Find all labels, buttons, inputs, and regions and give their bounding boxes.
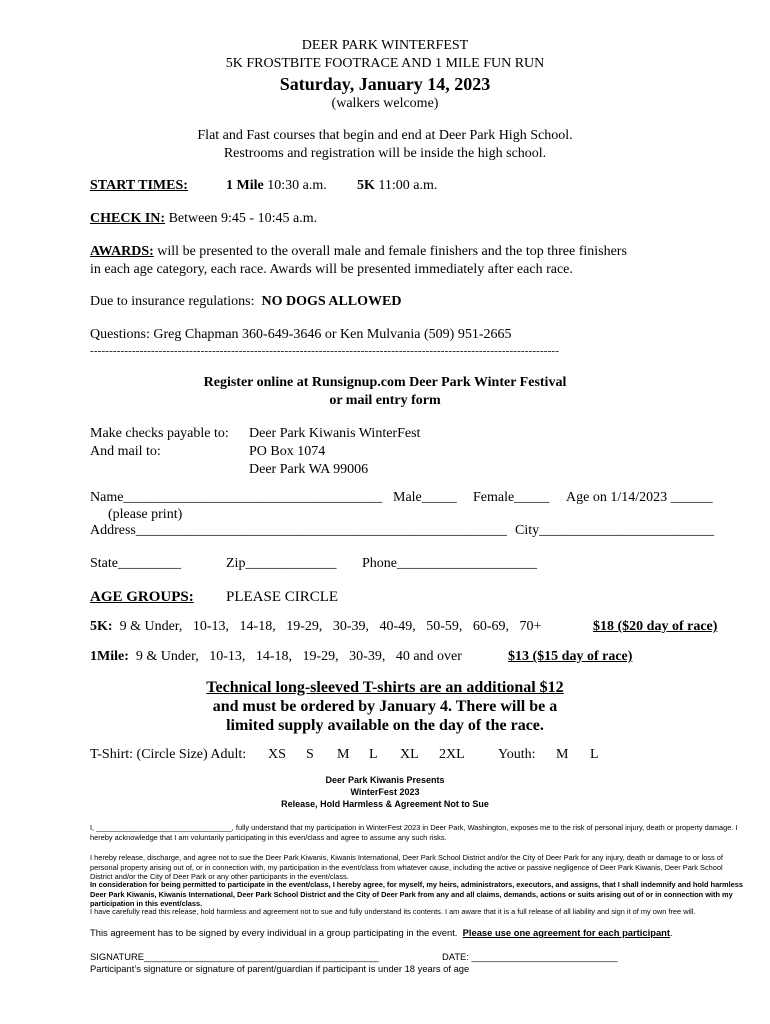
print-note: (please print) bbox=[108, 507, 183, 522]
start-times-label: START TIMES: bbox=[90, 178, 188, 193]
name-field[interactable]: Name_____________________________________ bbox=[90, 490, 383, 505]
phone-field[interactable]: Phone____________________ bbox=[362, 556, 537, 571]
fivek-price: $18 ($20 day of race) bbox=[593, 619, 718, 634]
course-description: Flat and Fast courses that begin and end at Deer Park High School. bbox=[197, 128, 573, 143]
mile-groups-label: 1Mile: bbox=[90, 649, 129, 664]
checks-payable-value: Deer Park Kiwanis WinterFest bbox=[249, 426, 421, 441]
tshirt-line-2: and must be ordered by January 4. There will be a bbox=[212, 698, 558, 715]
register-online: Register online at Runsignup.com Deer Park Winter Festival bbox=[203, 375, 567, 390]
checks-payable-label: Make checks payable to: bbox=[90, 426, 229, 441]
fivek-label: 5K bbox=[357, 178, 375, 193]
city-field[interactable]: City_________________________ bbox=[515, 523, 715, 538]
release-paragraph-2: I hereby release, discharge, and agree not to sue the Deer Park Kiwanis, Kiwanis International, Deer Park School District and/or the City of Deer Park for any injury, death or damage to or loss of personal property arising out of, or in connection with, my participation in the event/class from whatever cause, including the active or passive negligence of Deer Park Kiwanis, Deer Park School District and/or the City of Deer Park or any other participants in the event/class. bbox=[90, 853, 723, 882]
age-field[interactable]: Age on 1/14/2023 ______ bbox=[566, 490, 713, 505]
insurance-note bbox=[90, 294, 401, 310]
youth-label: Youth: bbox=[498, 747, 536, 762]
tshirt-line-3: limited supply available on the day of the race. bbox=[226, 717, 544, 734]
size-2xl[interactable]: 2XL bbox=[439, 747, 465, 762]
awards-label: AWARDS: bbox=[90, 244, 154, 259]
signature-note: Participant’s signature or signature of parent/guardian if participant is under 18 years of age bbox=[90, 963, 470, 974]
awards bbox=[90, 244, 627, 260]
mile-start-time bbox=[226, 178, 327, 194]
mail-address-2: Deer Park WA 99006 bbox=[249, 462, 369, 477]
check-in-label: CHECK IN: bbox=[90, 211, 166, 226]
fivek-time: 11:00 a.m. bbox=[378, 178, 438, 193]
fivek-start-time bbox=[357, 178, 437, 194]
fivek-groups-label: 5K: bbox=[90, 619, 113, 634]
event-subtitle: 5K FROSTBITE FOOTRACE AND 1 MILE FUN RUN bbox=[225, 56, 545, 71]
fivek-age-groups bbox=[90, 619, 541, 635]
address-field[interactable]: Address_____________________________________________________ bbox=[90, 523, 507, 538]
size-l[interactable]: L bbox=[369, 747, 378, 762]
youth-size-l[interactable]: L bbox=[590, 747, 599, 762]
mail-to-label: And mail to: bbox=[90, 444, 161, 459]
fivek-groups: 9 & Under, 10-13, 14-18, 19-29, 30-39, 40-49, 50-59, 60-69, 70+ bbox=[119, 619, 542, 634]
check-in bbox=[90, 211, 317, 227]
release-paragraph-4: I have carefully read this release, hold harmless and agreement not to sue and fully understand its contents. I am aware that it is a full release of all liability and sign it of my own free will. bbox=[90, 907, 696, 916]
size-xs[interactable]: XS bbox=[268, 747, 286, 762]
walkers-note: (walkers welcome) bbox=[331, 96, 439, 111]
event-title: DEER PARK WINTERFEST bbox=[301, 38, 469, 53]
release-paragraph-3: In consideration for being permitted to participate in the event/class, I hereby agree, for myself, my heirs, administrators, executors, and assigns, that I shall indemnify and hold harmless Deer Park Kiwanis, Kiwanis International, Deer Park School District and the City of Deer Park from any and all claims, demands, actions or suits arising out of or in connection with my participation in this event/class. bbox=[90, 880, 744, 909]
mail-entry-form: or mail entry form bbox=[329, 393, 441, 408]
mile-age-groups bbox=[90, 649, 462, 665]
male-field[interactable]: Male_____ bbox=[393, 490, 457, 505]
release-paragraph-1: I, _________________________________, fully understand that my participation in WinterFest 2023 in Deer Park, Washington, exposes me to the risk of personal injury, death or property damage. I hereby acknowledge that I am voluntarily participating in this even/class and agree to assume any such risks. bbox=[90, 823, 738, 842]
agreement-note: This agreement has to be signed by every individual in a group participating in the event. Please use one agreement for each participant. bbox=[90, 927, 673, 938]
questions-contact: Questions: Greg Chapman 360-649-3646 or Ken Mulvania (509) 951-2665 bbox=[90, 327, 512, 342]
release-title-1: Deer Park Kiwanis Presents bbox=[325, 775, 445, 785]
awards-text-2: in each age category, each race. Awards will be presented immediately after each race. bbox=[90, 262, 573, 277]
state-field[interactable]: State_________ bbox=[90, 556, 181, 571]
size-s[interactable]: S bbox=[306, 747, 314, 762]
no-dogs: NO DOGS ALLOWED bbox=[261, 294, 402, 309]
size-xl[interactable]: XL bbox=[400, 747, 419, 762]
youth-size-m[interactable]: M bbox=[556, 747, 569, 762]
agreement-text: This agreement has to be signed by every individual in a group participating in the event. bbox=[90, 927, 458, 938]
awards-text-1: will be presented to the overall male and female finishers and the top three finishers bbox=[157, 244, 627, 259]
date-field[interactable]: DATE: ____________________________ bbox=[442, 951, 618, 962]
mile-groups: 9 & Under, 10-13, 14-18, 19-29, 30-39, 40 and over bbox=[135, 649, 462, 664]
release-title-2: WinterFest 2023 bbox=[350, 787, 420, 797]
check-in-text: Between 9:45 - 10:45 a.m. bbox=[168, 211, 318, 226]
female-field[interactable]: Female_____ bbox=[473, 490, 550, 505]
mile-price: $13 ($15 day of race) bbox=[508, 649, 633, 664]
release-title-3: Release, Hold Harmless & Agreement Not to Sue bbox=[281, 799, 489, 809]
agreement-bold: Please use one agreement for each participant bbox=[462, 927, 671, 938]
mile-label: 1 Mile bbox=[226, 178, 264, 193]
zip-field[interactable]: Zip_____________ bbox=[226, 556, 337, 571]
mile-time: 10:30 a.m. bbox=[267, 178, 327, 193]
age-groups-label: AGE GROUPS: bbox=[90, 589, 194, 605]
event-date: Saturday, January 14, 2023 bbox=[279, 74, 491, 94]
size-m[interactable]: M bbox=[337, 747, 350, 762]
signature-field[interactable]: SIGNATURE_____________________________________________ bbox=[90, 951, 379, 962]
tshirt-size-label: T-Shirt: (Circle Size) Adult: bbox=[90, 747, 247, 762]
please-circle: PLEASE CIRCLE bbox=[226, 589, 339, 605]
mail-address-1: PO Box 1074 bbox=[249, 444, 326, 459]
restrooms-note: Restrooms and registration will be inside the high school. bbox=[223, 146, 547, 161]
tshirt-line-1: Technical long-sleeved T-shirts are an additional $12 bbox=[206, 679, 564, 696]
insurance-text: Due to insurance regulations: bbox=[90, 294, 255, 309]
divider: --------------------------------------------------------------------------------------------------------------------------- bbox=[90, 345, 560, 357]
